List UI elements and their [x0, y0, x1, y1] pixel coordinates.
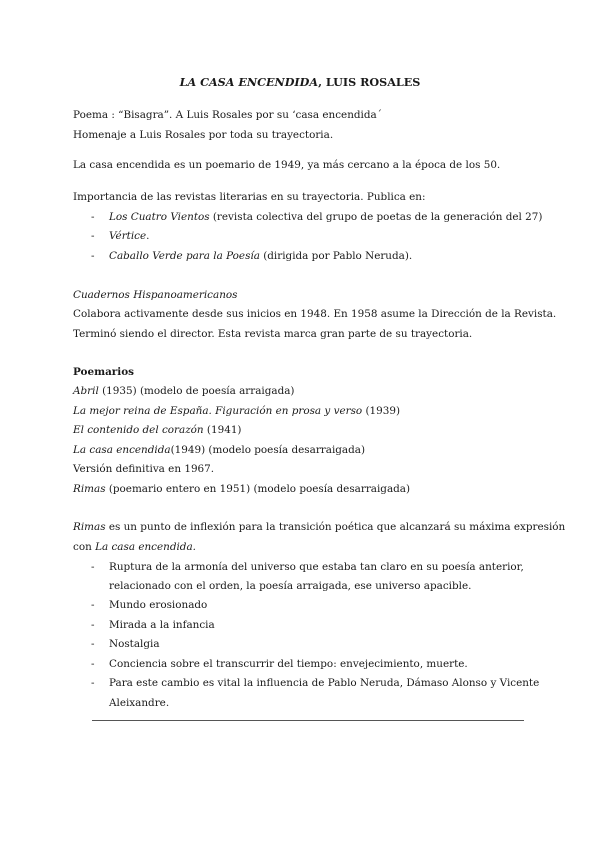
summary-paragraph: La casa encendida es un poemario de 1949, ya más cercano a la época de los 50.	[73, 159, 501, 171]
poemario-desc: (1939)	[362, 405, 401, 417]
intro-line-2: Homenaje a Luis Rosales por toda su trayectoria.	[73, 129, 334, 141]
rimas-line2-plain: con	[73, 541, 96, 553]
revista-title: Caballo Verde para la Poesía	[109, 250, 260, 262]
bullet-dash: -	[91, 561, 95, 573]
poemario-item	[73, 384, 295, 398]
revista-desc: .	[146, 230, 150, 242]
rimas-bullet: Mirada a la infancia	[109, 619, 215, 631]
poemario-title: Abril	[73, 385, 99, 397]
rimas-bullet: Mundo erosionado	[109, 599, 208, 611]
rimas-line-2	[73, 540, 196, 554]
poemario-title: La mejor reina de España. Figuración en prosa y verso	[73, 405, 363, 417]
bullet-dash: -	[91, 619, 95, 631]
revistas-intro: Importancia de las revistas literarias en su trayectoria. Publica en:	[73, 191, 426, 203]
poemario-title: Rimas	[73, 483, 106, 495]
rimas-bullet: Para este cambio es vital la influencia de Pablo Neruda, Dámaso Alonso y Vicente	[109, 677, 540, 689]
title-rest: , LUIS ROSALES	[318, 75, 421, 89]
cuadernos-line-1: Colabora activamente desde sus inicios en 1948. En 1958 asume la Dirección de la Revista.	[73, 308, 557, 320]
revista-item	[109, 229, 149, 243]
rimas-line-1	[73, 520, 565, 534]
bullet-dash: -	[91, 250, 95, 262]
rimas-bullet: Conciencia sobre el transcurrir del tiempo: envejecimiento, muerte.	[109, 658, 468, 670]
poemario-desc: (1949) (modelo poesía desarraigada)	[170, 444, 366, 456]
poemario-item	[73, 443, 365, 457]
revista-desc: (dirigida por Pablo Neruda).	[259, 250, 413, 262]
bullet-dash: -	[91, 677, 95, 689]
poemario-desc: (poemario entero en 1951) (modelo poesía desarraigada)	[105, 483, 411, 495]
bullet-dash: -	[91, 658, 95, 670]
bullet-dash: -	[91, 211, 95, 223]
poemario-item	[73, 482, 410, 496]
poemario-item	[73, 404, 400, 418]
poemario-item	[73, 462, 214, 476]
document-title	[0, 75, 600, 89]
poemario-title: La casa encendida	[73, 444, 171, 456]
rimas-line2-italic: La casa encendida.	[95, 541, 196, 553]
bullet-dash: -	[91, 599, 95, 611]
poemario-desc: (1941)	[203, 424, 242, 436]
bullet-dash: -	[91, 638, 95, 650]
poemario-desc: (1935) (modelo de poesía arraigada)	[98, 385, 295, 397]
rimas-bullet-continuation: Aleixandre.	[109, 697, 170, 709]
horizontal-rule	[92, 720, 524, 721]
rimas-bullet-continuation: relacionado con el orden, la poesía arraigada, ese universo apacible.	[109, 580, 472, 592]
poemarios-heading: Poemarios	[73, 366, 135, 378]
poemario-desc: Versión definitiva en 1967.	[73, 463, 215, 475]
revista-item	[109, 210, 542, 224]
revista-desc: (revista colectiva del grupo de poetas de la generación del 27)	[209, 211, 543, 223]
poemario-item	[73, 423, 241, 437]
revista-title: Los Cuatro Vientos	[109, 211, 210, 223]
rimas-lead-rest: es un punto de inflexión para la transición poética que alcanzará su máxima expresión	[105, 521, 566, 533]
rimas-lead-italic: Rimas	[73, 521, 106, 533]
rimas-bullet: Ruptura de la armonía del universo que estaba tan claro en su poesía anterior,	[109, 561, 524, 573]
cuadernos-heading: Cuadernos Hispanoamericanos	[73, 289, 238, 301]
rimas-bullet: Nostalgia	[109, 638, 160, 650]
revista-title: Vértice	[109, 230, 147, 242]
cuadernos-line-2: Terminó siendo el director. Esta revista marca gran parte de su trayectoria.	[73, 328, 473, 340]
revista-item	[109, 249, 412, 263]
bullet-dash: -	[91, 230, 95, 242]
intro-line-1: Poema : “Bisagra”. A Luis Rosales por su ‘casa encendida´	[73, 109, 382, 121]
poemario-title: El contenido del corazón	[73, 424, 204, 436]
title-italic: LA CASA ENCENDIDA	[179, 75, 319, 89]
